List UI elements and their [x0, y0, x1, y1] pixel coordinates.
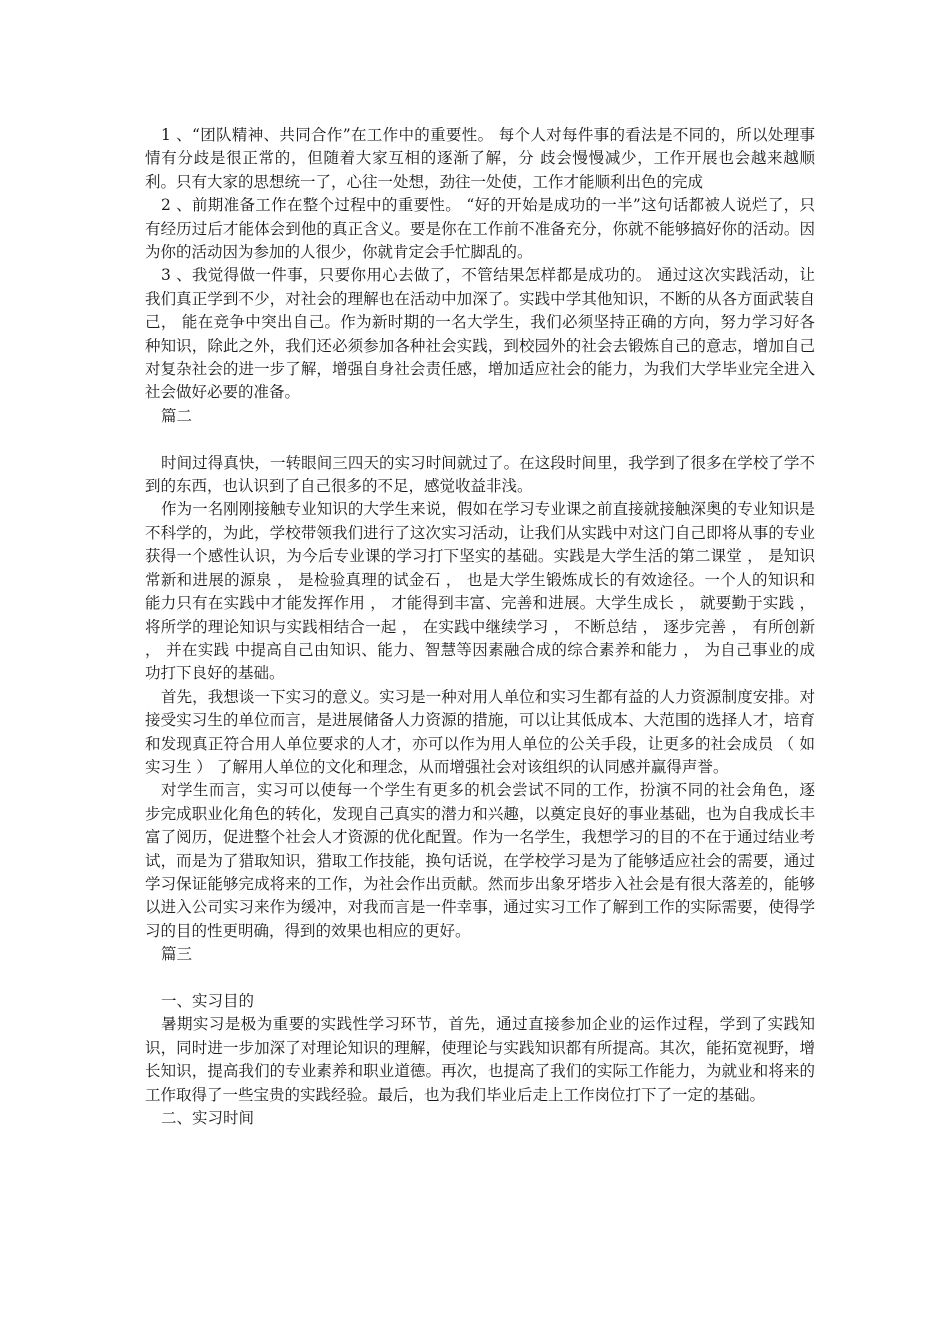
- paragraph-for-students: 对学生而言，实习可以使每一个学生有更多的机会尝试不同的工作，扮演不同的社会角色，逐 步完成职业化角色的转化，发现自己真实的潜力和兴趣，以奠定良好的事业基础，也为自我成长丰富了阅历，促进整个社会人才资源的优化配置。作为一名学生，我想学习的目的不在于通过结业考试，而是为了猎取知识，猎取工作技能，换句话说，在学校学习是为了能够适应社会的需要，通过学习保证能够完成将来的工作，为社会作出贡献。然而步出象牙塔步入社会是有很大落差的，能够以进入公司实习来作为缓冲，对我而言是一件幸事，通过实习工作了解到工作的实际需要，使得学习的目的性更明确，得到的效果也相应的更好。: [145, 781, 815, 940]
- paragraph-preparation: 2 、前期准备工作在整个过程中的重要性。 “好的开始是成功的一半”这句话都被人说烂了，只有经历过后才能体会到他的真正含义。要是你在工作前不准备充分，你就不能够搞好你的活动。因为你的活动因为参加的人很少，你就肯定会手忙脚乱的。: [145, 196, 815, 262]
- document-body: [145, 124, 815, 1130]
- subheading-internship-purpose: 一、实习目的: [161, 992, 255, 1010]
- blank-line: [145, 967, 815, 990]
- paragraph-teamwork: 1 、“团队精神、共同合作”在工作中的重要性。 每个人对每件事的看法是不同的，所以处理事情有分歧是很正常的，但随着大家互相的逐渐了解，分 歧会慢慢减少，工作开展也会越来越顺利。只有大家的思想统一了，心往一处想，劲往一处使，工作才能顺利出色的完成: [145, 126, 815, 191]
- subheading-internship-time: 二、实习时间: [161, 1109, 255, 1128]
- paragraph-summer-internship: 暑期实习是极为重要的实践性学习环节，首先，通过直接参加企业的运作过程，学到了实践知识，同时进一步加深了对理论知识的理解，使理论与实践知识都有所提高。其次，能拓宽视野，增长知识，提高我们的专业素养和职业道德。再次，也提高了我们的实际工作能力，为就业和将来的工作取得了一些宝贵的实践经验。最后，也为我们毕业后走上工作岗位打下了一定的基础。: [145, 1015, 815, 1104]
- paragraph-time-flies: 时间过得真快，一转眼间三四天的实习时间就过了。在这段时间里，我学到了很多在学校了学不到的东西，也认识到了自己很多的不足，感觉收益非浅。: [145, 453, 815, 496]
- section-heading-part-three: 篇三: [161, 945, 193, 964]
- paragraph-internship-meaning: 首先，我想谈一下实习的意义。实习是一种对用人单位和实习生都有益的人力资源制度安排。对接受实习生的单位而言，是进展储备人力资源的措施，可以让其低成本、大范围的选择人才，培育和发现真正符合用人单位要求的人才，亦可以作为用人单位的公关手段，让更多的社会成员 （ 如实习生 ） 了解用人单位的文化和理念，从而增强社会对该组织的认同感并赢得声誉。: [145, 687, 815, 776]
- paragraph-freshman-internship: 作为一名刚刚接触专业知识的大学生来说，假如在学习专业课之前直接就接触深奥的专业知识是不科学的，为此，学校带领我们进行了这次实习活动，让我们从实践中对这门自己即将从事的专业获得一个感性认识，为今后专业课的学习打下坚实的基础。实践是大学生活的第二课堂 ， 是知识常新和进展的源泉 ， 是检验真理的试金石 ， 也是大学生锻炼成长的有效途径。一个人的知识和能力只有在实践中才能发挥作用 ， 才能得到丰富、完善和进展。大学生成长 ， 就要勤于实践 ， 将所学的理论知识与实践相结合一起 ， 在实践中继续学习 ， 不断总结 ， 逐步完善 ， 有所创新 ， 并在实践 中提高自己由知识、能力、智慧等因素融合成的综合素养和能力 ， 为自己事业的成功打下良好的基础。: [145, 500, 815, 683]
- blank-line: [145, 428, 815, 451]
- section-heading-part-two: 篇二: [161, 406, 193, 425]
- paragraph-practice: 3 、我觉得做一件事，只要你用心去做了，不管结果怎样都是成功的。 通过这次实践活动，让我们真正学到不少，对社会的理解也在活动中加深了。实践中学其他知识，不断的从各方面武装自己， 能在竞争中突出自己。作为新时期的一名大学生，我们必须坚持正确的方向，努力学习好各种知识，除此之外，我们还必须参加各种社会实践，到校园外的社会去锻炼自己的意志，增加自己对复杂社会的进一步了解，增强自身社会责任感，增加适应社会的能力，为我们大学毕业完全进入社会做好必要的准备。: [145, 266, 815, 402]
